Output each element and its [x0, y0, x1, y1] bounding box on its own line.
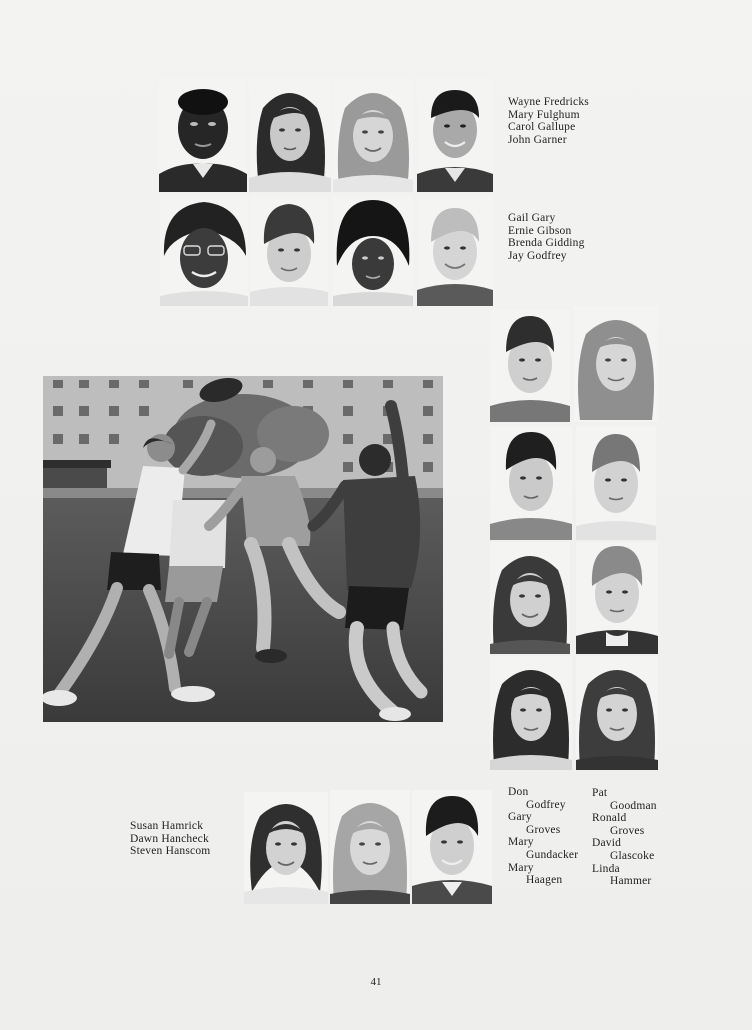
portrait-brenda-gidding: [333, 196, 413, 306]
portrait-ernie-gibson: [250, 196, 328, 306]
portrait-wayne-fredricks: [159, 78, 247, 192]
portrait-gary-groves: [490, 426, 572, 540]
name-label: Susan Hamrick: [130, 820, 204, 832]
last-name: Godfrey: [526, 798, 566, 811]
first-name: David: [592, 837, 622, 850]
name-label: Wayne Fredricks: [508, 96, 589, 108]
football-game-photo: [43, 376, 443, 722]
last-name: Haagen: [526, 874, 563, 887]
name-label: Ernie Gibson: [508, 224, 572, 237]
last-name: Groves: [610, 824, 645, 837]
page-number: 41: [370, 976, 382, 988]
name-label: Dawn Hancheck: [130, 832, 209, 845]
first-name: Pat: [592, 787, 608, 799]
portrait-david-glascoke: [576, 542, 658, 654]
right-names-col1: [508, 786, 578, 887]
name-label: John Garner: [508, 133, 567, 146]
name-label: Carol Gallupe: [508, 121, 576, 134]
row2-names: [508, 212, 585, 262]
last-name: Groves: [526, 823, 561, 836]
last-name: Glascoke: [610, 849, 655, 862]
first-name: Gary: [508, 811, 532, 824]
name-label: Brenda Gidding: [508, 237, 585, 250]
right-names-col2: [592, 787, 657, 888]
portrait-carol-gallupe: [333, 78, 413, 192]
portrait-don-godfrey: [490, 310, 570, 422]
portrait-linda-hammer: [576, 656, 658, 770]
portrait-mary-haagen: [490, 656, 572, 770]
last-name: Hammer: [610, 875, 652, 888]
bottom-left-names: [130, 820, 210, 858]
portrait-jay-godfrey: [417, 196, 493, 306]
portrait-pat-goodman: [574, 306, 658, 422]
name-label: Mary Fulghum: [508, 108, 580, 121]
portrait-john-garner: [417, 78, 493, 192]
portrait-dawn-hancheck: [330, 790, 410, 904]
name-label: Gail Gary: [508, 212, 556, 224]
last-name: Goodman: [610, 799, 657, 812]
portrait-susan-hamrick: [244, 792, 328, 904]
portrait-ronald-groves: [576, 426, 656, 540]
portrait-mary-gundacker: [490, 542, 570, 654]
name-label: Jay Godfrey: [508, 249, 567, 262]
first-name: Linda: [592, 862, 620, 875]
portrait-mary-fulghum: [249, 78, 331, 192]
row1-names: [508, 96, 589, 146]
first-name: Don: [508, 786, 529, 798]
portrait-steven-hanscom: [412, 790, 492, 904]
portrait-gail-gary: [160, 196, 248, 306]
first-name: Mary: [508, 861, 534, 874]
last-name: Gundacker: [526, 848, 579, 861]
name-label: Steven Hanscom: [130, 845, 211, 858]
first-name: Mary: [508, 836, 534, 849]
first-name: Ronald: [592, 812, 627, 825]
